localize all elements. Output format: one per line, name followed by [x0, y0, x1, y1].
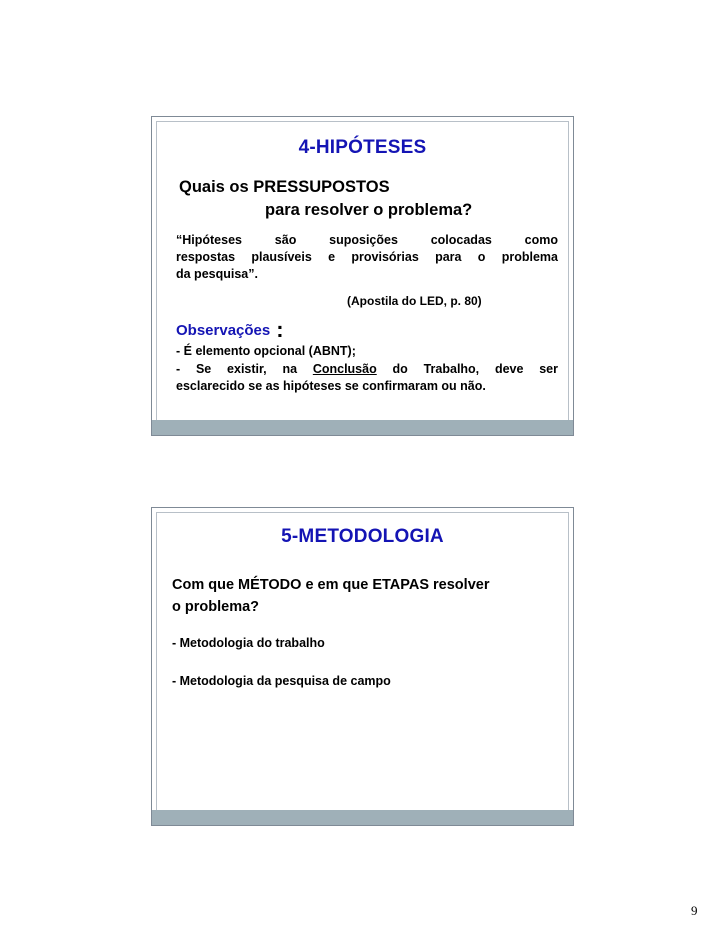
question-line-2: o problema? — [172, 599, 260, 615]
item2-suffix: do Trabalho, deve ser — [376, 362, 558, 376]
quote-line-2: respostas plausíveis e provisórias para o problema — [176, 250, 558, 264]
list-item-2: - Metodologia da pesquisa de campo — [172, 674, 391, 688]
quote-line-1: “Hipóteses são suposições colocadas como — [176, 233, 558, 247]
citation: (Apostila do LED, p. 80) — [347, 294, 482, 308]
observations-colon: : — [276, 317, 284, 342]
observations-label: Observações — [176, 322, 271, 339]
slide-footer-bar — [152, 420, 573, 435]
question-line-1: Quais os PRESSUPOSTOS — [179, 178, 390, 196]
slide-footer-bar — [152, 810, 573, 825]
slide-title: 4-HIPÓTESES — [298, 137, 427, 158]
observations-heading — [176, 317, 284, 343]
slide-hipoteses — [151, 116, 574, 436]
observation-item-2-line-2: esclarecido se as hipóteses se confirmaram ou não. — [176, 379, 486, 393]
observation-item-2 — [176, 361, 558, 378]
quote-line-3: da pesquisa”. — [176, 267, 258, 281]
slide-metodologia — [151, 507, 574, 826]
page-number: 9 — [691, 903, 698, 918]
item2-prefix: - Se existir, na — [176, 362, 313, 376]
observation-item-1: - É elemento opcional (ABNT); — [176, 344, 356, 358]
slide-title: 5-METODOLOGIA — [281, 526, 444, 547]
item2-underlined: Conclusão — [312, 362, 377, 376]
question-line-2: para resolver o problema? — [265, 201, 473, 219]
list-item-1: - Metodologia do trabalho — [172, 636, 325, 650]
question-line-1: Com que MÉTODO e em que ETAPAS resolver — [172, 577, 490, 593]
